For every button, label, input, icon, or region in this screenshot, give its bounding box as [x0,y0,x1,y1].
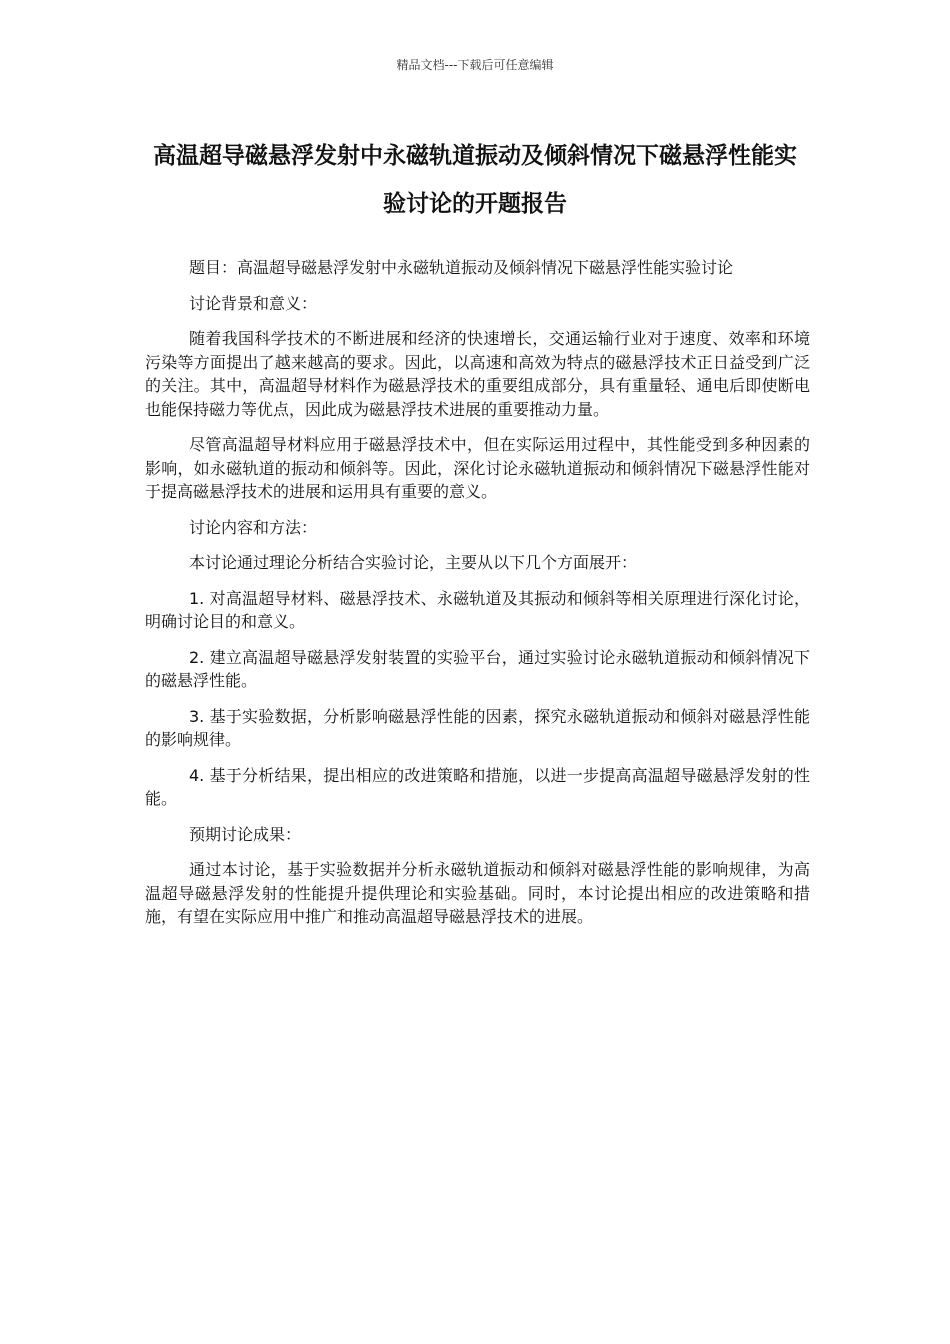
list-item: 3. 基于实验数据，分析影响磁悬浮性能的因素，探究永磁轨道振动和倾斜对磁悬浮性能的影响规律。 [145,706,810,749]
paragraph: 通过本讨论，基于实验数据并分析永磁轨道振动和倾斜对磁悬浮性能的影响规律，为高温超导磁悬浮发射的性能提升提供理论和实验基础。同时，本讨论提出相应的改进策略和措施，有望在实际应用中推广和推动高温超导磁悬浮技术的进展。 [145,860,810,926]
paragraph: 本讨论通过理论分析结合实验讨论，主要从以下几个方面展开： [189,553,638,572]
heading-content-method: 讨论内容和方法： [189,517,318,537]
paragraph: 随着我国科学技术的不断进展和经济的快速增长，交通运输行业对于速度、效率和环境污染等方面提出了越来越高的要求。因此，以高速和高效为特点的磁悬浮技术正日益受到广泛的关注。其中，高温超导材料作为磁悬浮技术的重要组成部分，具有重量轻、通电后即使断电也能保持磁力等优点，因此成为磁悬浮技术进展的重要推动力量。 [145,329,810,419]
list-item: 1. 对高温超导材料、磁悬浮技术、永磁轨道及其振动和倾斜等相关原理进行深化讨论，明确讨论目的和意义。 [145,588,810,631]
heading-expected-results: 预期讨论成果： [189,824,302,844]
paragraph: 尽管高温超导材料应用于磁悬浮技术中，但在实际运用过程中，其性能受到多种因素的影响，如永磁轨道的振动和倾斜等。因此，深化讨论永磁轨道振动和倾斜情况下磁悬浮性能对于提高磁悬浮技术的进展和运用具有重要的意义。 [145,435,810,501]
list-item: 4. 基于分析结果，提出相应的改进策略和措施，以进一步提高高温超导磁悬浮发射的性能。 [145,765,810,808]
heading-background: 讨论背景和意义： [189,293,318,313]
document-title: 高温超导磁悬浮发射中永磁轨道振动及倾斜情况下磁悬浮性能实验讨论的开题报告 [153,143,797,217]
document-body [145,256,810,941]
list-item: 2. 建立高温超导磁悬浮发射装置的实验平台，通过实验讨论永磁轨道振动和倾斜情况下的磁悬浮性能。 [145,647,810,690]
paragraph-topic: 题目：高温超导磁悬浮发射中永磁轨道振动及倾斜情况下磁悬浮性能实验讨论 [189,258,734,277]
header-note: 精品文档---下载后可任意编辑 [396,58,554,72]
